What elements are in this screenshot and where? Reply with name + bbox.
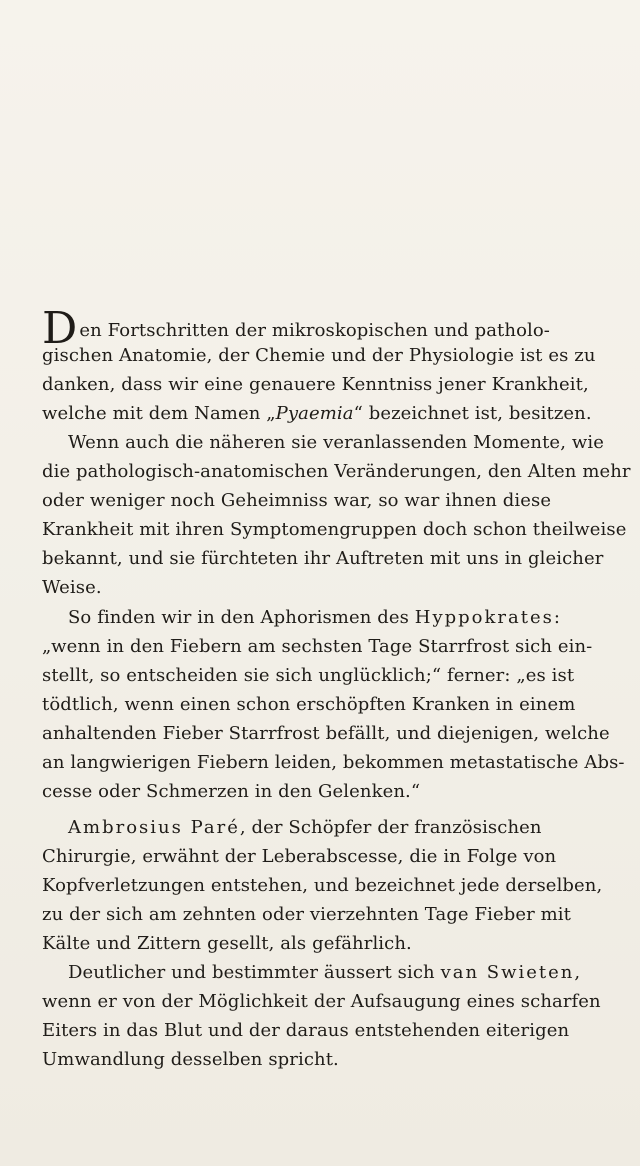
text-line-23: Deutlicher und bestimmter äussert sich van Swieten, (68, 962, 581, 983)
text-line-6: die pathologisch-anatomischen Veränderungen, den Alten mehr (42, 461, 631, 482)
text-line-19: Chirurgie, erwähnt der Leberabscesse, die in Folge von (42, 846, 557, 867)
text-line-17: cesse oder Schmerzen in den Gelenken.“ (42, 781, 421, 802)
text-line-25: Eiters in das Blut und der daraus entstehenden eiterigen (42, 1020, 570, 1041)
text-line-5: Wenn auch die näheren sie veranlassenden Momente, wie (68, 432, 604, 453)
text-line-8: Krankheit mit ihren Symptomengruppen doch schon theilweise (42, 519, 627, 540)
text-line-4: welche mit dem Namen „Pyaemia“ bezeichnet ist, besitzen. (42, 403, 592, 424)
text-line-21: zu der sich am zehnten oder vierzehnten Tage Fieber mit (42, 904, 571, 925)
text-line-12: „wenn in den Fiebern am sechsten Tage Starrfrost sich ein- (42, 636, 593, 657)
text-line-26: Umwandlung desselben spricht. (42, 1049, 339, 1070)
text-line-16: an langwierigen Fiebern leiden, bekommen metastatische Abs- (42, 752, 625, 773)
text-line-13: stellt, so entscheiden sie sich unglücklich;“ ferner: „es ist (42, 665, 575, 686)
text-line-14: tödtlich, wenn einen schon erschöpften Kranken in einem (42, 694, 576, 715)
text-line-9: bekannt, und sie fürchteten ihr Auftreten mit uns in gleicher (42, 548, 604, 569)
drop-cap: D (42, 303, 78, 354)
text-line-18: Ambrosius Paré, der Schöpfer der französischen (68, 817, 542, 838)
text-line-1: Den Fortschritten der mikroskopischen und patholo- (42, 303, 550, 354)
text-line-10: Weise. (42, 577, 102, 598)
text-line-24: wenn er von der Möglichkeit der Aufsaugung eines scharfen (42, 991, 601, 1012)
text-line-22: Kälte und Zittern gesellt, als gefährlich. (42, 933, 412, 954)
text-line-15: anhaltenden Fieber Starrfrost befällt, und diejenigen, welche (42, 723, 610, 744)
text-line-2: gischen Anatomie, der Chemie und der Physiologie ist es zu (42, 345, 596, 366)
text-line-3: danken, dass wir eine genauere Kenntniss jener Krankheit, (42, 374, 589, 395)
text-line-20: Kopfverletzungen entstehen, und bezeichnet jede derselben, (42, 875, 603, 896)
text-line-11: So finden wir in den Aphorismen des Hyppokrates: (68, 607, 561, 628)
text-line-7: oder weniger noch Geheimniss war, so war ihnen diese (42, 490, 552, 511)
